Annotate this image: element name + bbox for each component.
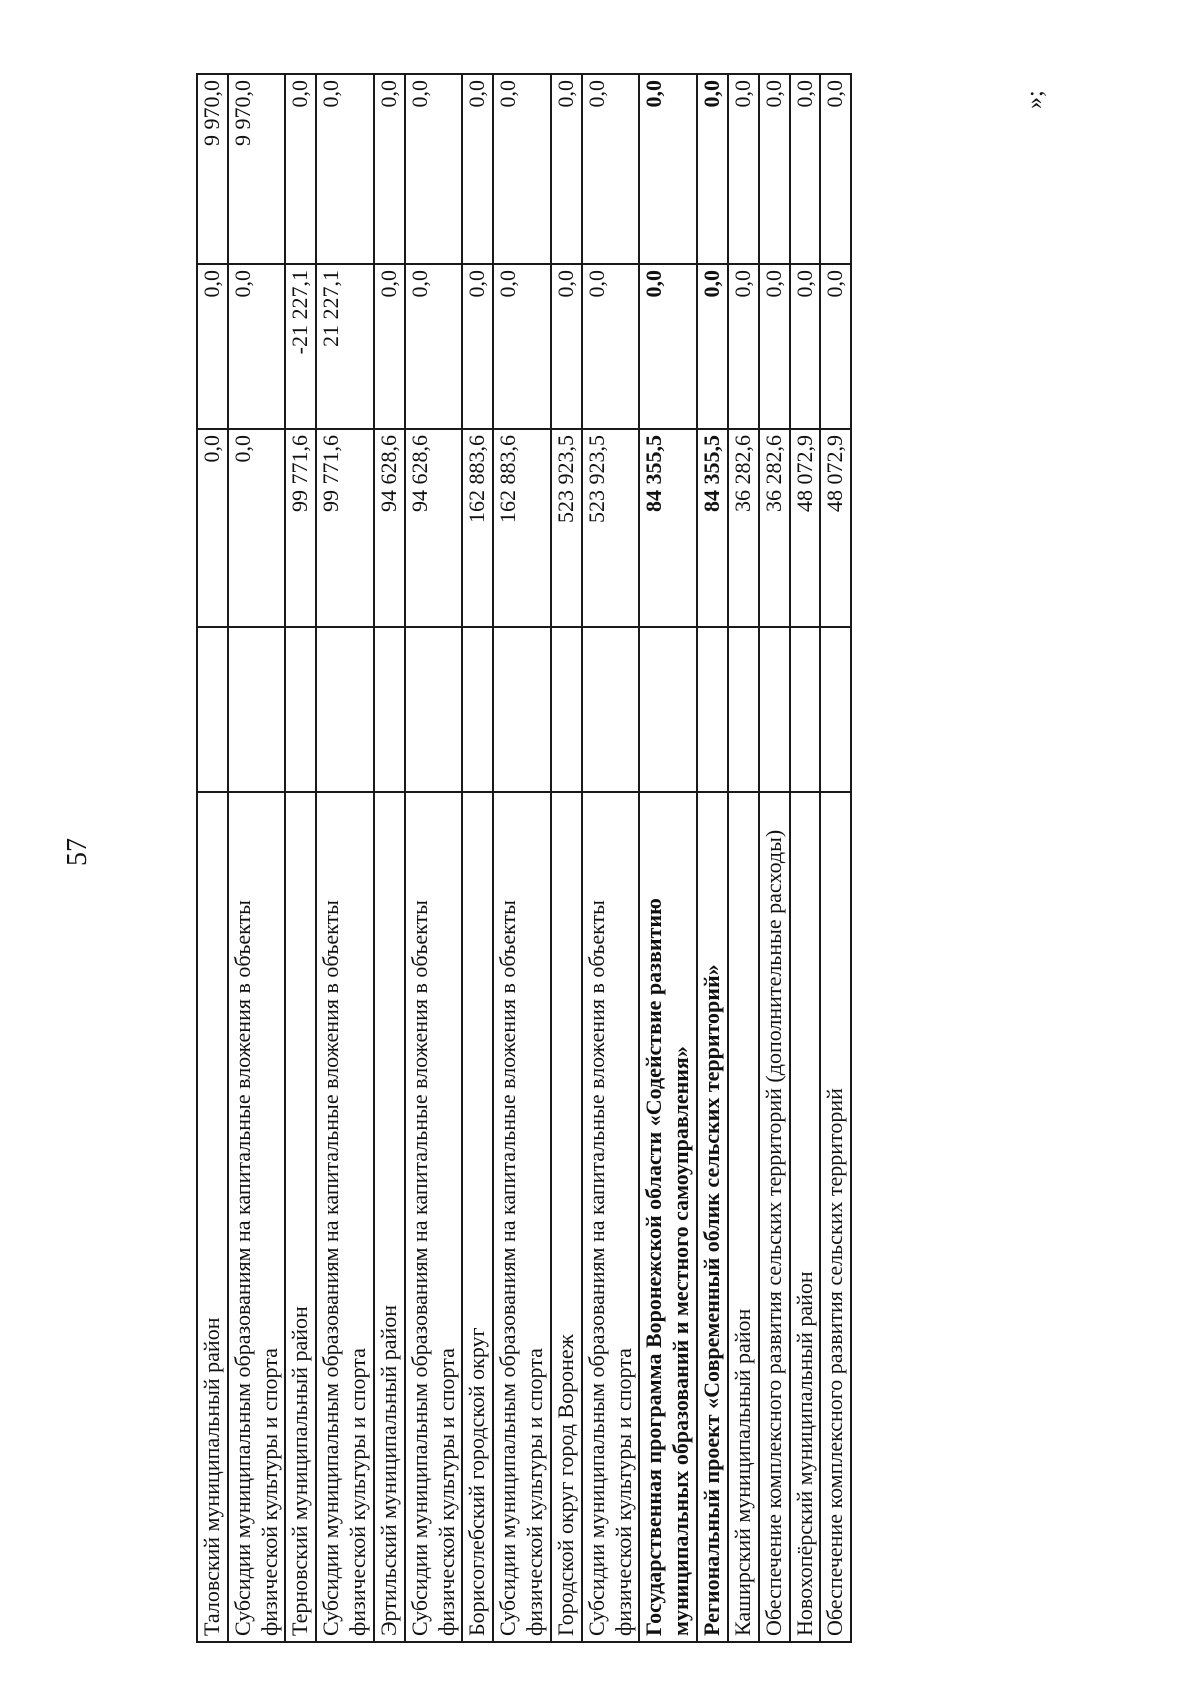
row-value-3-cell: 0,0 (285, 74, 316, 264)
row-value-2-cell: 0,0 (639, 264, 697, 429)
row-value-2-cell: 0,0 (551, 264, 582, 429)
row-code-cell (285, 627, 316, 792)
table-row (374, 74, 405, 1642)
row-value-1-cell: 523 923,5 (582, 429, 640, 627)
row-value-3-cell: 0,0 (462, 74, 493, 264)
table-row (551, 74, 582, 1642)
row-value-3-cell: 0,0 (316, 74, 374, 264)
row-name-cell: Каширский муниципальный район (728, 792, 759, 1642)
table-row (316, 74, 374, 1642)
row-code-cell (582, 627, 640, 792)
row-value-1-cell: 99 771,6 (316, 429, 374, 627)
row-value-1-cell: 36 282,6 (759, 429, 790, 627)
row-value-3-cell: 0,0 (582, 74, 640, 264)
row-value-3-cell: 0,0 (551, 74, 582, 264)
row-code-cell (551, 627, 582, 792)
row-value-2-cell: 0,0 (462, 264, 493, 429)
row-code-cell (639, 627, 697, 792)
row-value-1-cell: 0,0 (197, 429, 228, 627)
row-name-cell: Субсидии муниципальным образованиям на капитальные вложения в объекты физической культуры и спорта (582, 792, 640, 1642)
row-value-2-cell: 0,0 (728, 264, 759, 429)
row-value-3-cell: 9 970,0 (197, 74, 228, 264)
row-name-cell: Терновский муниципальный район (285, 792, 316, 1642)
row-name-cell: Субсидии муниципальным образованиям на капитальные вложения в объекты физической культуры и спорта (228, 792, 286, 1642)
row-name-cell: Таловский муниципальный район (197, 792, 228, 1642)
row-value-2-cell: 0,0 (582, 264, 640, 429)
row-name-cell: Городской округ город Воронеж (551, 792, 582, 1642)
row-name-cell: Субсидии муниципальным образованиям на капитальные вложения в объекты физической культуры и спорта (405, 792, 463, 1642)
row-name-cell: Региональный проект «Современный облик сельских территорий» (697, 792, 728, 1642)
row-value-2-cell: 0,0 (697, 264, 728, 429)
row-value-1-cell: 48 072,9 (790, 429, 821, 627)
row-value-2-cell: 0,0 (759, 264, 790, 429)
row-name-cell: Субсидии муниципальным образованиям на капитальные вложения в объекты физической культуры и спорта (493, 792, 551, 1642)
row-value-1-cell: 84 355,5 (697, 429, 728, 627)
row-name-cell: Новохопёрский муниципальный район (790, 792, 821, 1642)
row-name-cell: Эртильский муниципальный район (374, 792, 405, 1642)
row-value-3-cell: 0,0 (697, 74, 728, 264)
row-code-cell (697, 627, 728, 792)
budget-table (196, 73, 852, 1643)
table-row (197, 74, 228, 1642)
row-value-2-cell: 0,0 (374, 264, 405, 429)
row-value-3-cell: 0,0 (493, 74, 551, 264)
row-value-1-cell: 0,0 (228, 429, 286, 627)
row-value-1-cell: 99 771,6 (285, 429, 316, 627)
table-row (697, 74, 728, 1642)
table-row (759, 74, 790, 1642)
row-name-cell: Субсидии муниципальным образованиям на капитальные вложения в объекты физической культуры и спорта (316, 792, 374, 1642)
page-number: 57 (62, 838, 93, 866)
row-code-cell (759, 627, 790, 792)
row-value-2-cell: 0,0 (405, 264, 463, 429)
row-value-1-cell: 162 883,6 (462, 429, 493, 627)
row-name-cell: Обеспечение комплексного развития сельских территорий (820, 792, 851, 1642)
row-name-cell: Обеспечение комплексного развития сельских территорий (дополнительные расходы) (759, 792, 790, 1642)
row-code-cell (790, 627, 821, 792)
row-value-1-cell: 36 282,6 (728, 429, 759, 627)
row-code-cell (228, 627, 286, 792)
table-row (228, 74, 286, 1642)
row-code-cell (197, 627, 228, 792)
row-value-1-cell: 94 628,6 (374, 429, 405, 627)
row-value-3-cell: 0,0 (374, 74, 405, 264)
table-row (728, 74, 759, 1642)
table-row (285, 74, 316, 1642)
row-code-cell (462, 627, 493, 792)
row-value-3-cell: 0,0 (639, 74, 697, 264)
table-row (582, 74, 640, 1642)
table-row (790, 74, 821, 1642)
row-value-2-cell: 0,0 (820, 264, 851, 429)
row-value-2-cell: 0,0 (790, 264, 821, 429)
row-name-cell: Борисоглебский городской округ (462, 792, 493, 1642)
row-value-3-cell: 0,0 (820, 74, 851, 264)
row-code-cell (405, 627, 463, 792)
row-value-1-cell: 94 628,6 (405, 429, 463, 627)
row-value-2-cell: 0,0 (228, 264, 286, 429)
row-value-2-cell: 0,0 (493, 264, 551, 429)
row-value-1-cell: 162 883,6 (493, 429, 551, 627)
row-value-2-cell: 21 227,1 (316, 264, 374, 429)
row-value-1-cell: 48 072,9 (820, 429, 851, 627)
table-row (820, 74, 851, 1642)
table-row (462, 74, 493, 1642)
row-value-3-cell: 0,0 (759, 74, 790, 264)
table-row (639, 74, 697, 1642)
row-value-3-cell: 0,0 (728, 74, 759, 264)
row-code-cell (316, 627, 374, 792)
row-value-3-cell: 0,0 (790, 74, 821, 264)
row-code-cell (374, 627, 405, 792)
table-row (405, 74, 463, 1642)
row-value-1-cell: 84 355,5 (639, 429, 697, 627)
row-code-cell (728, 627, 759, 792)
row-value-3-cell: 9 970,0 (228, 74, 286, 264)
row-value-1-cell: 523 923,5 (551, 429, 582, 627)
row-code-cell (820, 627, 851, 792)
table-row (493, 74, 551, 1642)
row-value-2-cell: 0,0 (197, 264, 228, 429)
row-code-cell (493, 627, 551, 792)
row-value-2-cell: -21 227,1 (285, 264, 316, 429)
row-name-cell: Государственная программа Воронежской области «Содействие развитию муниципальных образований и местного самоуправления» (639, 792, 697, 1642)
budget-table-body (197, 74, 851, 1642)
closing-mark: »; (1022, 90, 1048, 109)
row-value-3-cell: 0,0 (405, 74, 463, 264)
